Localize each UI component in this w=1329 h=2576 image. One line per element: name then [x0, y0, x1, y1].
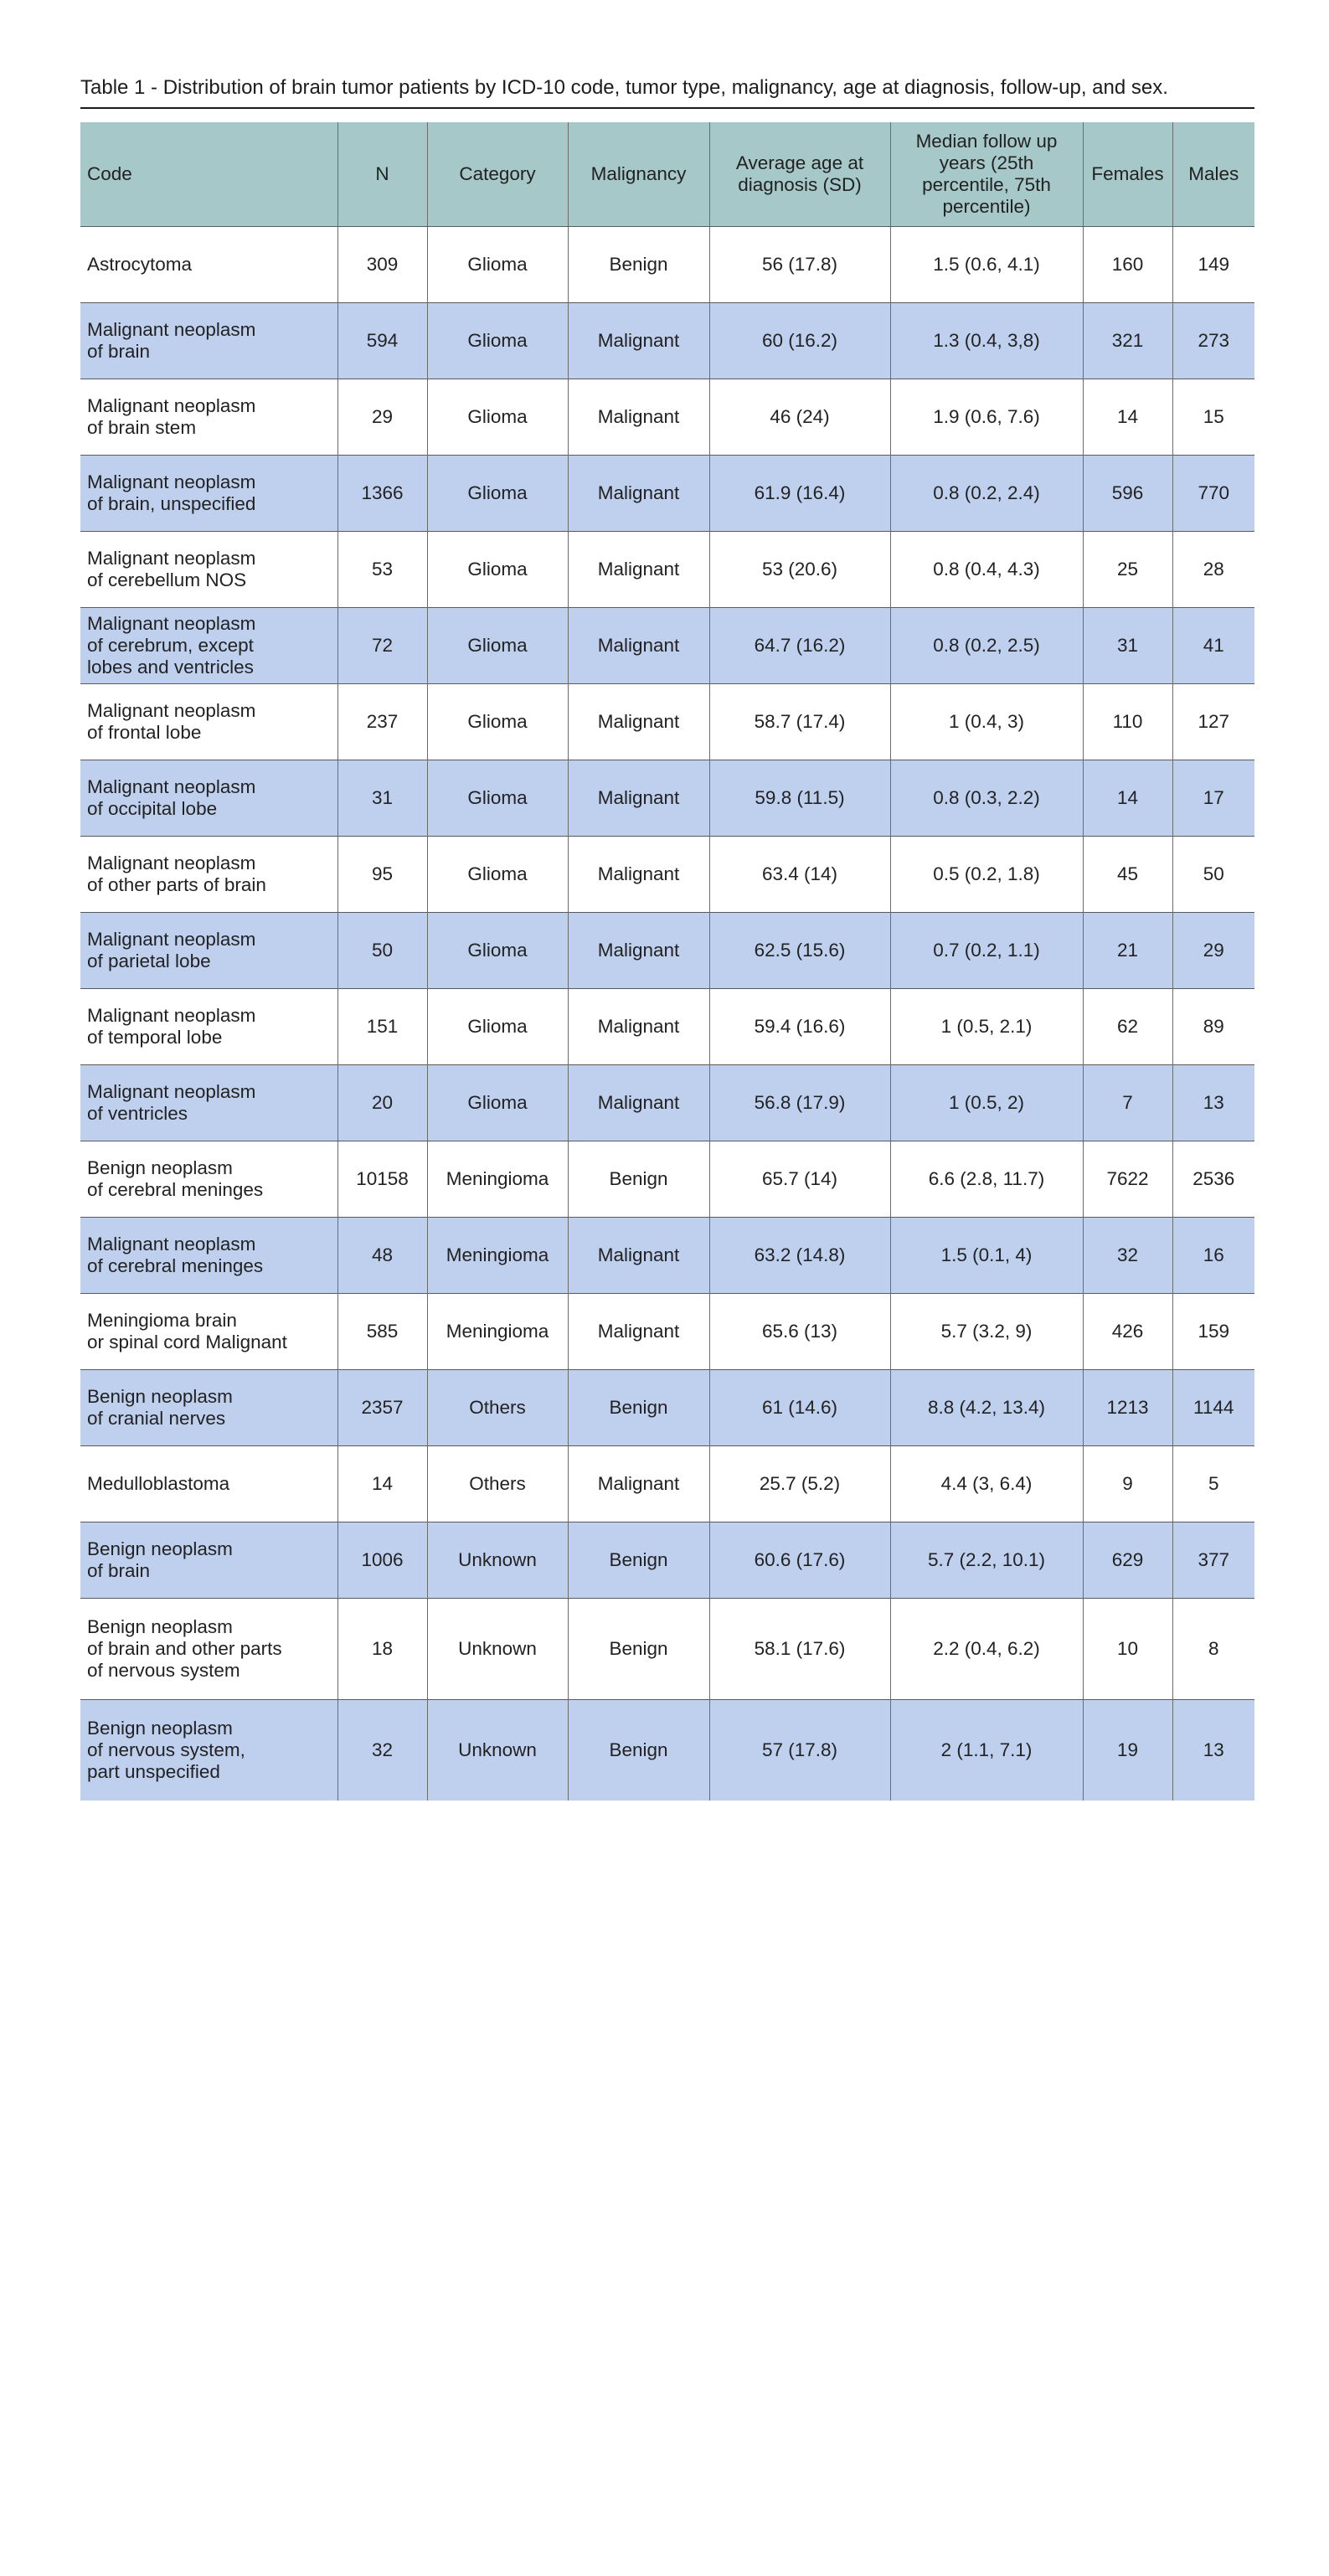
cell-females: 19: [1083, 1699, 1172, 1801]
cell-females: 426: [1083, 1293, 1172, 1369]
cell-n: 18: [337, 1598, 427, 1699]
cell-males: 15: [1203, 405, 1224, 427]
table-row: [80, 1064, 1254, 1141]
cell-category: Meningioma: [427, 1141, 568, 1217]
table-caption: Table 1 - Distribution of brain tumor patients by ICD-10 code, tumor type, malignancy, age at diagnosis, follow-up, and sex.: [80, 76, 1168, 99]
cell-followup: 1.9 (0.6, 7.6): [890, 379, 1083, 455]
cell-n: 53: [337, 531, 427, 607]
cell-followup: 1 (0.5, 2): [890, 1064, 1083, 1141]
cell-code: Malignant neoplasm of occipital lobe: [80, 760, 337, 836]
cell-n: 151: [337, 988, 427, 1064]
cell-malignancy: Malignant: [568, 1445, 709, 1522]
cell-n: 72: [337, 607, 427, 683]
cell-males: 17: [1203, 786, 1224, 808]
cell-category: Glioma: [427, 988, 568, 1064]
cell-code: Malignant neoplasm of ventricles: [80, 1064, 337, 1141]
cell-followup: 1 (0.4, 3): [890, 683, 1083, 760]
table-row: [80, 836, 1254, 912]
cell-n: 20: [337, 1064, 427, 1141]
cell-females: 62: [1083, 988, 1172, 1064]
table-row: [80, 607, 1254, 683]
cell-category: Glioma: [427, 379, 568, 455]
cell-category: Glioma: [427, 455, 568, 531]
cell-code: Meningioma brain or spinal cord Malignant: [80, 1293, 337, 1369]
cell-n: 14: [337, 1445, 427, 1522]
cell-code: Benign neoplasm of nervous system, part unspecified: [80, 1699, 337, 1801]
cell-n: 2357: [337, 1369, 427, 1445]
cell-females: 160: [1083, 226, 1172, 302]
cell-malignancy: Malignant: [568, 379, 709, 455]
cell-age: 53 (20.6): [709, 531, 890, 607]
cell-followup: 4.4 (3, 6.4): [890, 1445, 1083, 1522]
cell-females: 321: [1083, 302, 1172, 379]
cell-malignancy: Malignant: [568, 607, 709, 683]
caption-rule: [80, 107, 1254, 109]
cell-followup: 6.6 (2.8, 11.7): [890, 1141, 1083, 1217]
cell-malignancy: Malignant: [568, 836, 709, 912]
cell-n: 237: [337, 683, 427, 760]
cell-code: Malignant neoplasm of cerebellum NOS: [80, 531, 337, 607]
cell-category: Glioma: [427, 1064, 568, 1141]
cell-code: Malignant neoplasm of cerebral meninges: [80, 1217, 337, 1293]
cell-code: Malignant neoplasm of temporal lobe: [80, 988, 337, 1064]
cell-malignancy: Malignant: [568, 683, 709, 760]
cell-malignancy: Benign: [568, 1598, 709, 1699]
cell-malignancy: Malignant: [568, 531, 709, 607]
cell-n: 309: [337, 226, 427, 302]
cell-code: Astrocytoma: [80, 226, 337, 302]
cell-n: 32: [337, 1699, 427, 1801]
cell-females: 629: [1083, 1522, 1172, 1598]
cell-followup: 0.7 (0.2, 1.1): [890, 912, 1083, 988]
table-row: [80, 988, 1254, 1064]
cell-malignancy: Malignant: [568, 1293, 709, 1369]
header-n: N: [337, 122, 427, 226]
cell-malignancy: Benign: [568, 1699, 709, 1801]
cell-followup: 1.5 (0.6, 4.1): [890, 226, 1083, 302]
cell-age: 57 (17.8): [709, 1699, 890, 1801]
cell-code: Malignant neoplasm of other parts of brain: [80, 836, 337, 912]
cell-age: 65.7 (14): [709, 1141, 890, 1217]
cell-code: Medulloblastoma: [80, 1445, 337, 1522]
cell-males: 770: [1198, 482, 1230, 503]
table-row: [80, 531, 1254, 607]
cell-females: 10: [1083, 1598, 1172, 1699]
cell-n: 48: [337, 1217, 427, 1293]
cell-females: 9: [1083, 1445, 1172, 1522]
cell-code: Benign neoplasm of cranial nerves: [80, 1369, 337, 1445]
cell-age: 56 (17.8): [709, 226, 890, 302]
cell-category: Others: [427, 1369, 568, 1445]
cell-n: 1366: [337, 455, 427, 531]
cell-category: Glioma: [427, 836, 568, 912]
cell-code: Malignant neoplasm of parietal lobe: [80, 912, 337, 988]
cell-category: Glioma: [427, 607, 568, 683]
table-row: [80, 1293, 1254, 1369]
cell-followup: 0.8 (0.3, 2.2): [890, 760, 1083, 836]
table-body: [80, 226, 1254, 1801]
cell-males: 377: [1198, 1548, 1230, 1570]
cell-category: Unknown: [427, 1522, 568, 1598]
cell-category: Glioma: [427, 531, 568, 607]
cell-malignancy: Benign: [568, 1141, 709, 1217]
table-row: [80, 1369, 1254, 1445]
cell-males: 273: [1198, 329, 1230, 351]
cell-age: 59.8 (11.5): [709, 760, 890, 836]
cell-age: 65.6 (13): [709, 1293, 890, 1369]
table-row: [80, 455, 1254, 531]
cell-n: 31: [337, 760, 427, 836]
cell-females: 45: [1083, 836, 1172, 912]
cell-age: 62.5 (15.6): [709, 912, 890, 988]
cell-followup: 1.5 (0.1, 4): [890, 1217, 1083, 1293]
cell-age: 60.6 (17.6): [709, 1522, 890, 1598]
cell-malignancy: Malignant: [568, 455, 709, 531]
header-category: Category: [427, 122, 568, 226]
cell-males: 8: [1208, 1637, 1219, 1659]
cell-males: 41: [1203, 634, 1224, 656]
cell-age: 61.9 (16.4): [709, 455, 890, 531]
cell-followup: 1.3 (0.4, 3,8): [890, 302, 1083, 379]
table-row: [80, 912, 1254, 988]
cell-malignancy: Malignant: [568, 302, 709, 379]
header-malignancy: Malignancy: [568, 122, 709, 226]
cell-followup: 2 (1.1, 7.1): [890, 1699, 1083, 1801]
cell-females: 14: [1083, 379, 1172, 455]
header-age: Average age at diagnosis (SD): [709, 122, 890, 226]
cell-followup: 0.5 (0.2, 1.8): [890, 836, 1083, 912]
table-row: [80, 226, 1254, 302]
cell-category: Meningioma: [427, 1217, 568, 1293]
table-row: [80, 1522, 1254, 1598]
table-row: [80, 302, 1254, 379]
header-row: [80, 122, 1254, 226]
table-row: [80, 1217, 1254, 1293]
cell-n: 10158: [337, 1141, 427, 1217]
cell-category: Unknown: [427, 1699, 568, 1801]
table-row: [80, 379, 1254, 455]
cell-followup: 2.2 (0.4, 6.2): [890, 1598, 1083, 1699]
cell-category: Meningioma: [427, 1293, 568, 1369]
header-code: Code: [80, 122, 337, 226]
table-row: [80, 760, 1254, 836]
cell-females: 7: [1083, 1064, 1172, 1141]
cell-malignancy: Malignant: [568, 1217, 709, 1293]
cell-followup: 0.8 (0.2, 2.4): [890, 455, 1083, 531]
cell-females: 14: [1083, 760, 1172, 836]
cell-n: 50: [337, 912, 427, 988]
cell-code: Benign neoplasm of cerebral meninges: [80, 1141, 337, 1217]
cell-females: 21: [1083, 912, 1172, 988]
cell-females: 31: [1083, 607, 1172, 683]
cell-males: 16: [1203, 1244, 1224, 1265]
table-row: [80, 1141, 1254, 1217]
cell-age: 58.1 (17.6): [709, 1598, 890, 1699]
cell-code: Malignant neoplasm of brain, unspecified: [80, 455, 337, 531]
cell-n: 1006: [337, 1522, 427, 1598]
table-row: [80, 1445, 1254, 1522]
cell-followup: 5.7 (2.2, 10.1): [890, 1522, 1083, 1598]
cell-males: 89: [1203, 1015, 1224, 1037]
cell-category: Glioma: [427, 760, 568, 836]
cell-males: 1144: [1193, 1396, 1234, 1418]
cell-males: 159: [1198, 1320, 1230, 1342]
cell-category: Glioma: [427, 912, 568, 988]
tumor-distribution-table: [80, 122, 1254, 1801]
cell-malignancy: Benign: [568, 1522, 709, 1598]
cell-category: Others: [427, 1445, 568, 1522]
cell-n: 95: [337, 836, 427, 912]
cell-age: 56.8 (17.9): [709, 1064, 890, 1141]
cell-males: 149: [1198, 253, 1230, 275]
table-row: [80, 683, 1254, 760]
cell-code: Malignant neoplasm of brain: [80, 302, 337, 379]
cell-malignancy: Benign: [568, 1369, 709, 1445]
cell-category: Glioma: [427, 302, 568, 379]
cell-followup: 0.8 (0.2, 2.5): [890, 607, 1083, 683]
cell-females: 110: [1083, 683, 1172, 760]
table-row: [80, 1699, 1254, 1801]
cell-malignancy: Malignant: [568, 912, 709, 988]
cell-code: Malignant neoplasm of cerebrum, except lobes and ventricles: [80, 607, 337, 683]
cell-males: 13: [1203, 1091, 1224, 1113]
cell-age: 58.7 (17.4): [709, 683, 890, 760]
cell-n: 594: [337, 302, 427, 379]
cell-malignancy: Malignant: [568, 760, 709, 836]
cell-age: 61 (14.6): [709, 1369, 890, 1445]
cell-code: Malignant neoplasm of frontal lobe: [80, 683, 337, 760]
cell-followup: 1 (0.5, 2.1): [890, 988, 1083, 1064]
header-females: Females: [1083, 122, 1172, 226]
cell-code: Benign neoplasm of brain: [80, 1522, 337, 1598]
cell-category: Glioma: [427, 226, 568, 302]
cell-females: 596: [1083, 455, 1172, 531]
cell-age: 46 (24): [709, 379, 890, 455]
cell-age: 60 (16.2): [709, 302, 890, 379]
cell-followup: 0.8 (0.4, 4.3): [890, 531, 1083, 607]
cell-females: 1213: [1083, 1369, 1172, 1445]
cell-males: 50: [1203, 863, 1224, 884]
cell-age: 64.7 (16.2): [709, 607, 890, 683]
cell-females: 25: [1083, 531, 1172, 607]
cell-category: Unknown: [427, 1598, 568, 1699]
cell-males: 28: [1203, 558, 1224, 580]
cell-followup: 8.8 (4.2, 13.4): [890, 1369, 1083, 1445]
cell-males: 127: [1198, 710, 1230, 732]
cell-age: 59.4 (16.6): [709, 988, 890, 1064]
cell-malignancy: Malignant: [568, 988, 709, 1064]
cell-males: 5: [1208, 1472, 1219, 1494]
cell-males: 29: [1203, 939, 1224, 961]
cell-malignancy: Malignant: [568, 1064, 709, 1141]
header-males: Males: [1172, 122, 1254, 226]
cell-category: Glioma: [427, 683, 568, 760]
cell-n: 29: [337, 379, 427, 455]
cell-followup: 5.7 (3.2, 9): [890, 1293, 1083, 1369]
cell-age: 63.4 (14): [709, 836, 890, 912]
cell-females: 32: [1083, 1217, 1172, 1293]
cell-males: 2536: [1192, 1167, 1235, 1189]
cell-age: 25.7 (5.2): [709, 1445, 890, 1522]
cell-females: 7622: [1083, 1141, 1172, 1217]
cell-age: 63.2 (14.8): [709, 1217, 890, 1293]
cell-males: 13: [1203, 1739, 1224, 1760]
header-followup: Median follow up years (25th percentile, 75th percentile): [890, 122, 1083, 226]
cell-n: 585: [337, 1293, 427, 1369]
cell-malignancy: Benign: [568, 226, 709, 302]
table-row: [80, 1598, 1254, 1699]
cell-code: Malignant neoplasm of brain stem: [80, 379, 337, 455]
cell-code: Benign neoplasm of brain and other parts of nervous system: [80, 1598, 337, 1699]
